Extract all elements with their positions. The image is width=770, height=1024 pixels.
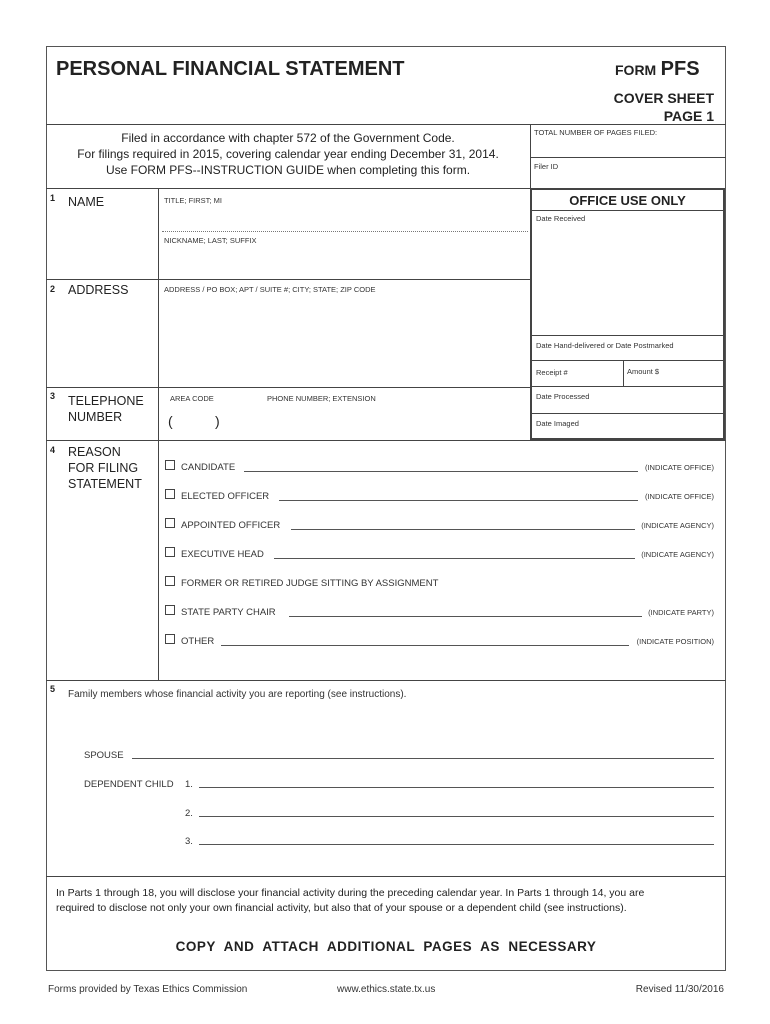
notice-line-1: In Parts 1 through 18, you will disclose your financial activity during the preceding calendar year. In Parts 1 through 14, you are xyxy=(56,887,645,899)
section-3-number: 3 xyxy=(50,391,56,401)
name-first-input[interactable] xyxy=(162,204,526,228)
appointed-officer-hint: (INDICATE AGENCY) xyxy=(641,521,714,530)
form-frame xyxy=(46,46,726,971)
form-code: PFS xyxy=(660,58,700,80)
footer-website[interactable]: www.ethics.state.tx.us xyxy=(337,984,436,995)
form-id xyxy=(615,58,700,81)
former-judge-label: FORMER OR RETIRED JUDGE SITTING BY ASSIGNMENT xyxy=(181,578,439,589)
reason-label-line3: STATEMENT xyxy=(68,477,142,491)
state-party-chair-checkbox[interactable] xyxy=(165,605,175,615)
notice-text xyxy=(56,886,718,916)
footer-provider: Forms provided by Texas Ethics Commission xyxy=(48,984,248,995)
dependent-child-label: DEPENDENT CHILD xyxy=(84,779,174,790)
filed-line-2: For filings required in 2015, covering calendar year ending December 31, 2014. xyxy=(77,147,499,161)
former-judge-checkbox[interactable] xyxy=(165,576,175,586)
filed-line-3: Use FORM PFS--INSTRUCTION GUIDE when completing this form. xyxy=(105,163,471,177)
receipt-amount-divider xyxy=(623,360,624,386)
receipt-divider xyxy=(532,386,724,387)
candidate-hint: (INDICATE OFFICE) xyxy=(644,463,714,472)
section2-top-line xyxy=(46,279,530,280)
date-hand-label: Date Hand-delivered or Date Postmarked xyxy=(536,341,674,350)
filed-instructions xyxy=(46,130,530,178)
telephone-label xyxy=(68,393,144,425)
date-hand-divider xyxy=(532,360,724,361)
form-title: PERSONAL FINANCIAL STATEMENT xyxy=(56,58,405,80)
address-label: ADDRESS xyxy=(68,283,129,297)
area-code-input[interactable] xyxy=(178,411,212,431)
section-4-number: 4 xyxy=(50,445,56,455)
section-2-number: 2 xyxy=(50,284,56,294)
filer-id-label: Filer ID xyxy=(534,162,559,171)
elected-officer-checkbox[interactable] xyxy=(165,489,175,499)
page-label: PAGE 1 xyxy=(663,108,714,124)
elected-officer-line[interactable] xyxy=(279,500,638,501)
candidate-checkbox[interactable] xyxy=(165,460,175,470)
child-2-number: 2. xyxy=(185,808,193,819)
section1-top-line xyxy=(46,188,530,189)
reason-label-line2: FOR FILING xyxy=(68,461,139,475)
state-party-chair-label: STATE PARTY CHAIR xyxy=(181,607,276,618)
spouse-line[interactable] xyxy=(132,758,714,759)
reason-label-line1: REASON xyxy=(68,445,121,459)
child-2-line[interactable] xyxy=(199,816,714,817)
other-label: OTHER xyxy=(181,636,215,647)
telephone-label-line1: TELEPHONE xyxy=(68,394,144,408)
date-processed-divider xyxy=(532,413,724,414)
name-hint-title-first-mi: TITLE; FIRST; MI xyxy=(164,196,222,205)
area-code-hint: AREA CODE xyxy=(170,394,214,403)
other-hint: (INDICATE POSITION) xyxy=(636,637,714,646)
office-use-title: OFFICE USE ONLY xyxy=(569,193,686,208)
area-code-open-paren: ( xyxy=(168,413,173,429)
executive-head-line[interactable] xyxy=(274,558,635,559)
name-hint-nickname-last-suffix: NICKNAME; LAST; SUFFIX xyxy=(164,236,257,245)
child-1-number: 1. xyxy=(185,779,193,790)
section4-top-line xyxy=(46,440,726,441)
section-1-number: 1 xyxy=(50,193,56,203)
notice-top-line xyxy=(46,876,726,877)
appointed-officer-line[interactable] xyxy=(291,529,635,530)
phone-number-input[interactable] xyxy=(228,411,526,431)
section3-top-line xyxy=(46,387,530,388)
cover-sheet-label: COVER SHEET xyxy=(613,90,714,106)
section5-top-line xyxy=(46,680,726,681)
receipt-label: Receipt # xyxy=(536,368,568,377)
filed-line-1: Filed in accordance with chapter 572 of the Government Code. xyxy=(121,131,455,145)
name-dotted-separator xyxy=(162,231,528,232)
amount-label: Amount $ xyxy=(627,367,660,376)
executive-head-checkbox[interactable] xyxy=(165,547,175,557)
name-label: NAME xyxy=(68,195,105,209)
address-hint: ADDRESS / PO BOX; APT / SUITE #; CITY; STATE; ZIP CODE xyxy=(164,285,376,294)
filer-id-divider xyxy=(530,157,726,158)
candidate-line[interactable] xyxy=(244,471,638,472)
section-5-number: 5 xyxy=(50,684,56,694)
elected-officer-label: ELECTED OFFICER xyxy=(181,491,270,502)
child-3-line[interactable] xyxy=(199,844,714,845)
footer-revised: Revised 11/30/2016 xyxy=(635,984,724,995)
header-right-divider xyxy=(530,124,531,188)
appointed-officer-checkbox[interactable] xyxy=(165,518,175,528)
total-pages-label: TOTAL NUMBER OF PAGES FILED: xyxy=(534,128,658,137)
office-use-box xyxy=(530,188,725,440)
reason-label xyxy=(68,444,142,492)
notice-line-2: required to disclose not only your own financial activity, but also that of your spouse or a dependent child (see instructions). xyxy=(56,902,627,914)
other-checkbox[interactable] xyxy=(165,634,175,644)
executive-head-hint: (INDICATE AGENCY) xyxy=(641,550,714,559)
state-party-chair-line[interactable] xyxy=(289,616,642,617)
candidate-label: CANDIDATE xyxy=(181,462,236,473)
name-last-input[interactable] xyxy=(162,246,526,276)
date-received-divider xyxy=(532,335,724,336)
child-1-line[interactable] xyxy=(199,787,714,788)
label-column-divider xyxy=(158,188,159,680)
address-input[interactable] xyxy=(162,296,526,384)
executive-head-label: EXECUTIVE HEAD xyxy=(181,549,264,560)
appointed-officer-label: APPOINTED OFFICER xyxy=(181,520,281,531)
phone-number-hint: PHONE NUMBER; EXTENSION xyxy=(267,394,376,403)
form-prefix: FORM xyxy=(615,62,657,78)
area-code-close-paren: ) xyxy=(215,413,220,429)
spouse-label: SPOUSE xyxy=(84,750,124,761)
office-title-divider xyxy=(532,210,724,211)
other-line[interactable] xyxy=(221,645,629,646)
state-party-chair-hint: (INDICATE PARTY) xyxy=(648,608,714,617)
date-received-label: Date Received xyxy=(536,214,586,223)
date-imaged-label: Date Imaged xyxy=(536,419,579,428)
telephone-label-line2: NUMBER xyxy=(68,410,123,424)
header-divider xyxy=(46,124,726,125)
elected-officer-hint: (INDICATE OFFICE) xyxy=(644,492,714,501)
family-members-intro: Family members whose financial activity you are reporting (see instructions). xyxy=(68,689,407,700)
date-processed-label: Date Processed xyxy=(536,392,590,401)
child-3-number: 3. xyxy=(185,836,193,847)
copy-attach-heading: COPY AND ATTACH ADDITIONAL PAGES AS NECESSARY xyxy=(175,939,597,954)
